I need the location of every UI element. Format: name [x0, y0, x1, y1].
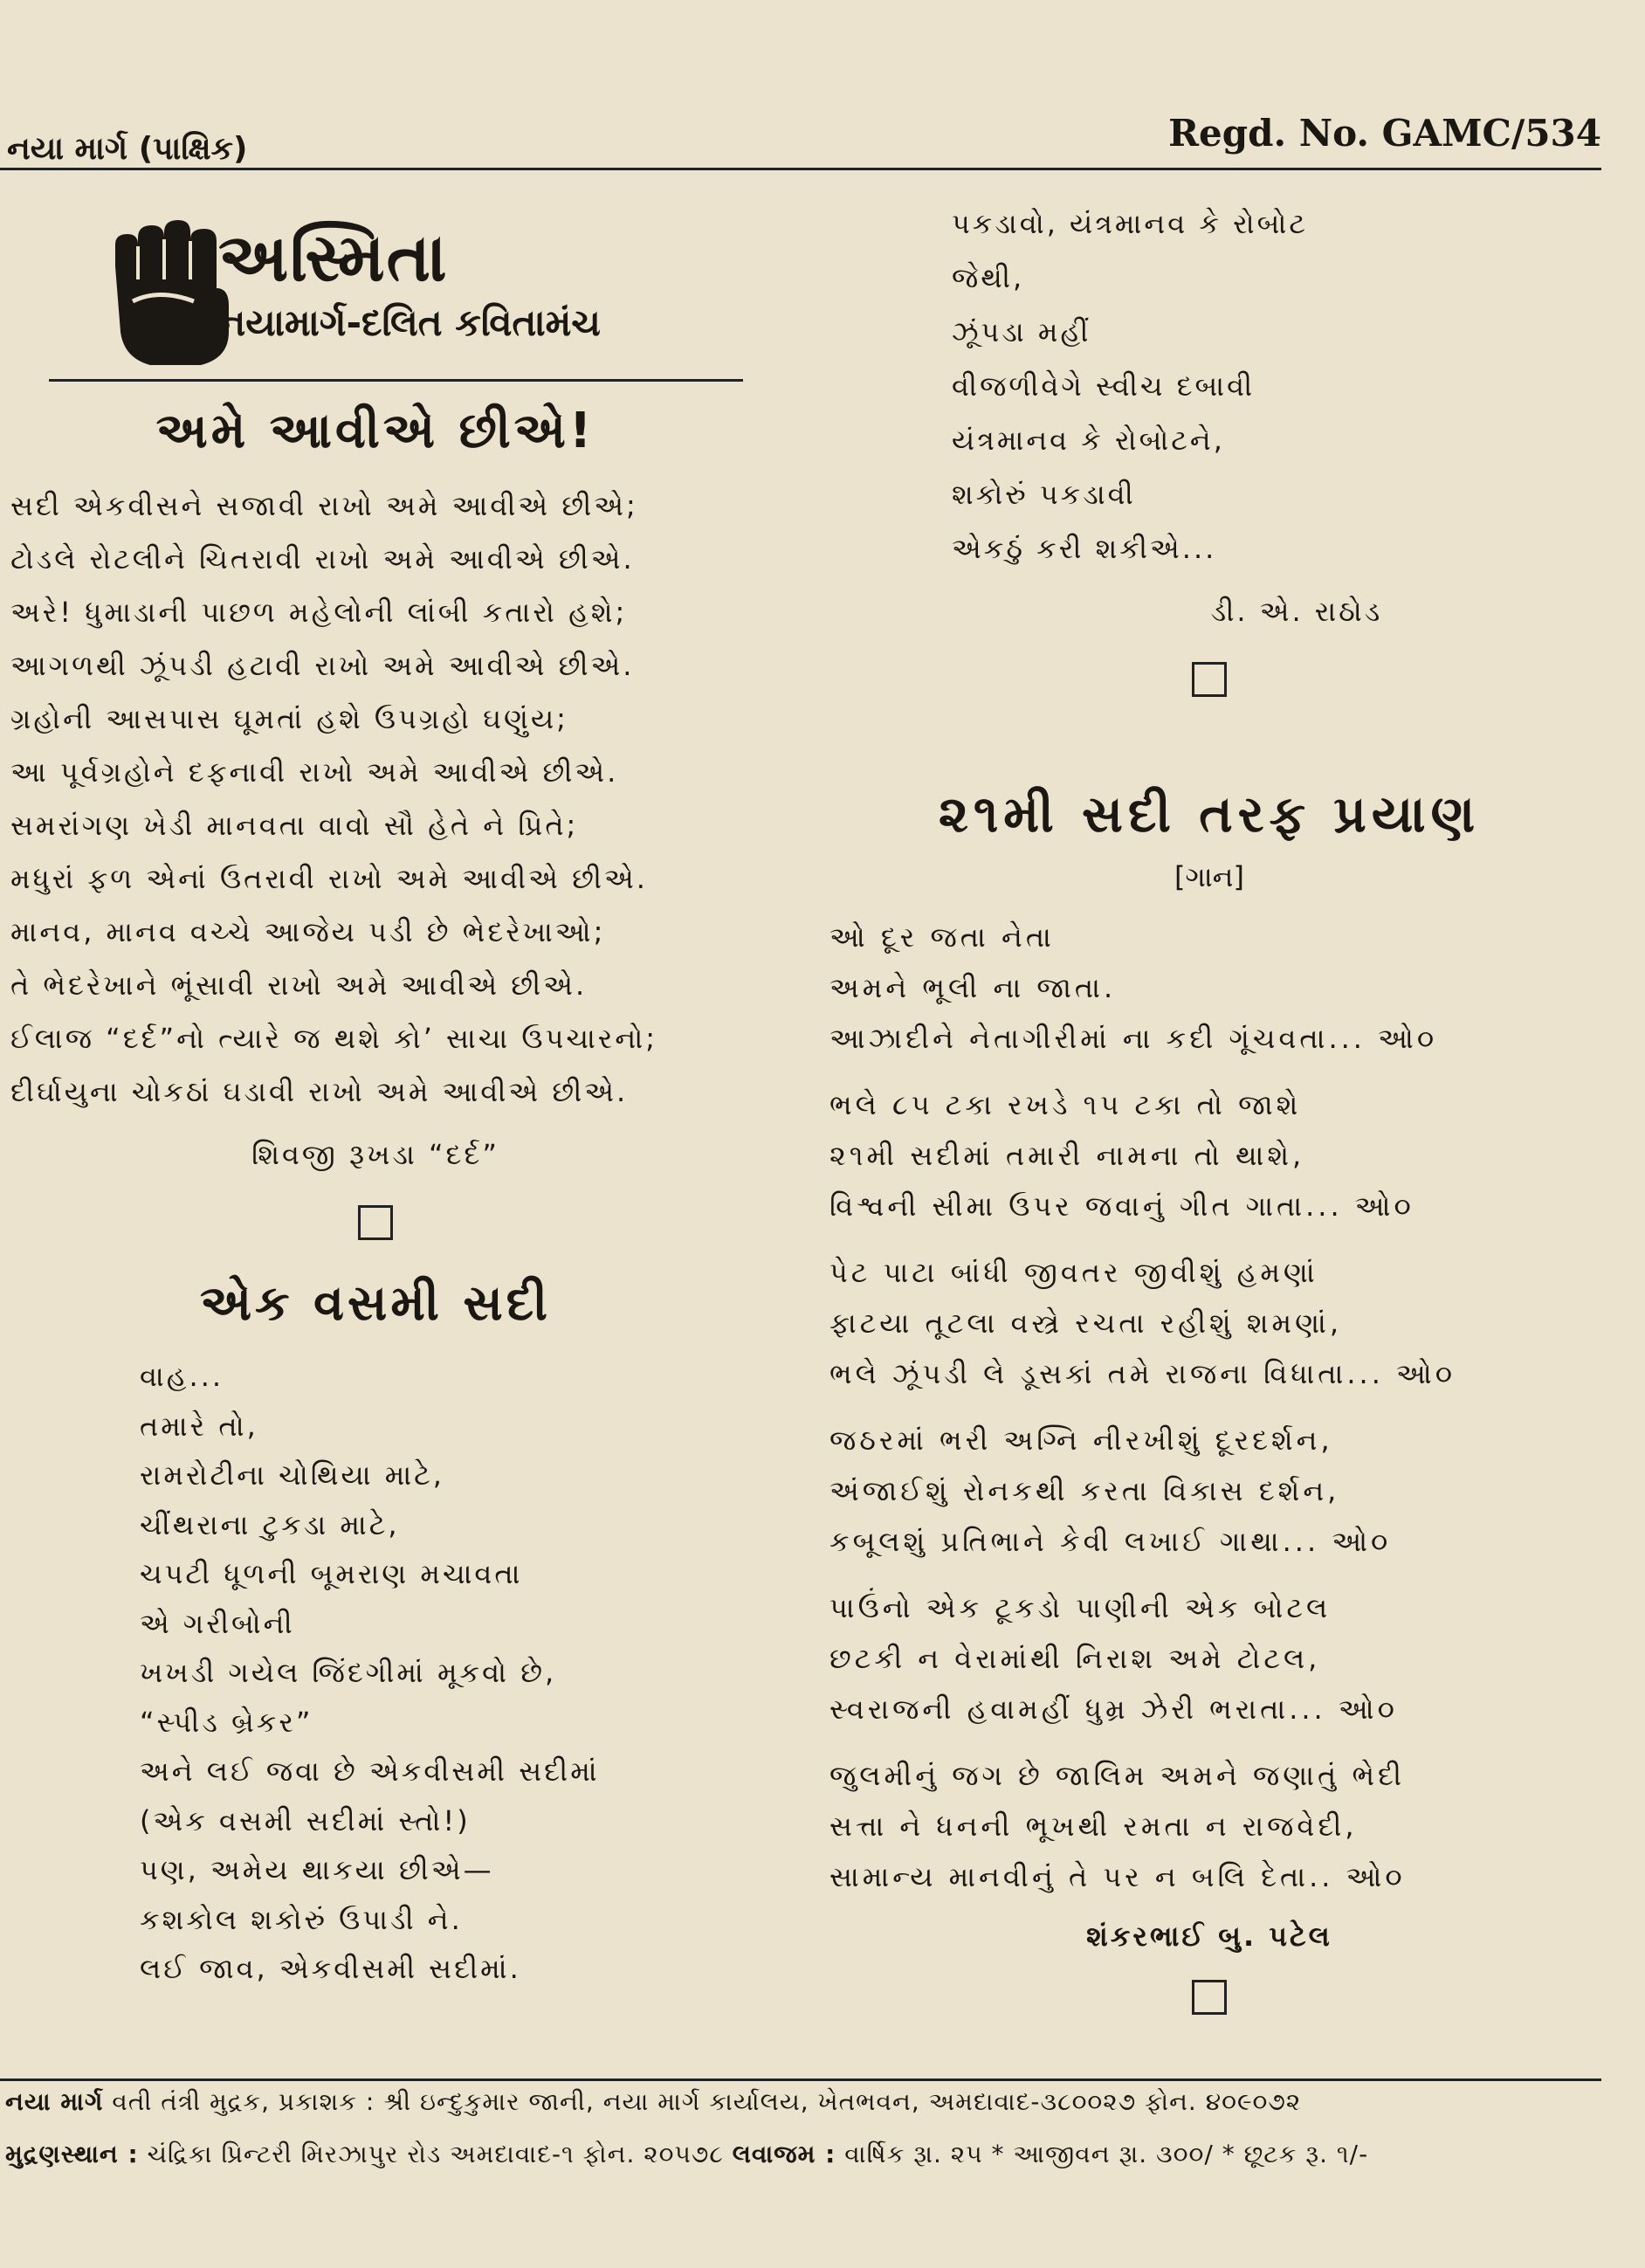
- poem-lines-continued: [803, 196, 1615, 576]
- poem-line: અને લઈ જવા છે એકવીસમી સદીમાં: [140, 1754, 600, 1788]
- poem-title: અમે આવીએ છીએ!: [155, 403, 595, 459]
- poem-line: કબૂલશું પ્રતિભાને કેવી લખાઈ ગાથા... ઓ૦: [829, 1525, 1392, 1558]
- footer-publisher-line: [5, 2087, 1301, 2117]
- footer-printer-text: ચંદ્રિકા પ્રિન્ટરી મિરઝાપુર રોડ અમદાવાદ-૧ ફોન. ૨૦૫૭૮: [138, 2140, 733, 2168]
- poem-line: ફાટયા તૂટલા વસ્ત્રે રચતા રહીશું શમણાં,: [829, 1306, 1343, 1340]
- poem-author: ડી. એ. રાઠોડ: [1210, 595, 1383, 628]
- poem-line: વિશ્વની સીમા ઉપર જવાનું ગીત ગાતા... ઓ૦: [829, 1189, 1414, 1223]
- footer-divider: [0, 2078, 1601, 2081]
- poem-lines: [0, 479, 751, 1119]
- section-divider: [49, 379, 743, 382]
- poem-line: જેથી,: [952, 261, 1025, 294]
- footer-printer-line: [5, 2140, 1368, 2169]
- poem-line: લઈ જાવ, એકવીસમી સદીમાં.: [140, 1952, 521, 1985]
- footer-publisher-text: વતી તંત્રી મુદ્રક, પ્રકાશક : શ્રી ઇન્દુકુમાર જાની, નયા માર્ગ કાર્યાલય, ખેતભવન, અમદાવાદ-૩૮૦૦૨૭ ફોન. ૪૦૯૦૭૨: [103, 2087, 1302, 2116]
- poem-line: જઠરમાં ભરી અગ્નિ નીરખીશું દૂરદર્શન,: [829, 1424, 1333, 1457]
- poem-line: કશકોલ શકોરું ઉપાડી ને.: [140, 1902, 463, 1936]
- poem-line: સદી એકવીસને સજાવી રાખો અમે આવીએ છીએ;: [10, 489, 638, 522]
- poem-line: છટકી ન વેરામાંથી નિરાશ અમે ટોટલ,: [829, 1642, 1321, 1675]
- poem-line: પણ, અમેય થાકયા છીએ—: [140, 1853, 494, 1886]
- poem-line: ટોડલે રોટલીને ચિતરાવી રાખો અમે આવીએ છીએ.: [10, 542, 635, 576]
- left-column: [0, 201, 751, 1994]
- poem-line: સત્તા ને ધનની ભૂખથી રમતા ન રાજવેદી,: [829, 1810, 1358, 1843]
- right-column: [803, 196, 1615, 2015]
- footer-subscription-text: વાર્ષિક રૂા. ૨૫ * આજીવન રૂા. ૩૦૦/ * છૂટક રૂ. ૧/-: [836, 2140, 1369, 2168]
- section-end-box: [358, 1205, 393, 1240]
- poem-line: ૨૧મી સદીમાં તમારી નામના તો થાશે,: [829, 1139, 1305, 1172]
- poem-subtitle: [ગાન]: [1174, 860, 1244, 893]
- poem-line: યંત્રમાનવ કે રોબોટને,: [952, 424, 1225, 457]
- poem-line: આગળથી ઝૂંપડી હટાવી રાખો અમે આવીએ છીએ.: [10, 649, 635, 682]
- footer-printer-label: મુદ્રણસ્થાન :: [5, 2140, 139, 2168]
- footer-subscription-label: લવાજમ :: [732, 2140, 836, 2168]
- poem-line: પેટ પાટા બાંધી જીવતર જીવીશું હમણાં: [829, 1256, 1318, 1289]
- registration-number: Regd. No. GAMC/534: [1168, 112, 1601, 155]
- section-end-box: [1192, 1980, 1227, 2015]
- poem-line: તે ભેદરેખાને ભૂંસાવી રાખો અમે આવીએ છીએ.: [10, 969, 588, 1002]
- logo-subtitle: નયામાર્ગ-દલિત કવિતામંચ: [218, 301, 601, 344]
- poem-line: તમારે તો,: [140, 1409, 258, 1443]
- poem-line: સામાન્ય માનવીનું તે પર ન બલિ દેતા.. ઓ૦: [829, 1860, 1406, 1893]
- poem-title: ૨૧મી સદી તરફ પ્રયાણ: [938, 784, 1481, 844]
- poem-line: ઝૂંપડા મહીં: [952, 315, 1091, 348]
- poem-line: અમને ભૂલી ના જાતા.: [829, 971, 1117, 1004]
- poem-line: આ પૂર્વગ્રહોને દફનાવી રાખો અમે આવીએ છીએ.: [10, 755, 619, 789]
- header-divider: [0, 168, 1601, 170]
- poem-author: શિવજી રૂખડા “દર્દ”: [251, 1138, 499, 1171]
- poem-line: ઈલાજ “દર્દ”નો ત્યારે જ થશે કો’ સાચા ઉપચારનો;: [10, 1022, 657, 1055]
- logo-title: અસ્મિતા: [218, 218, 449, 296]
- poem-line: વીજળીવેગે સ્વીચ દબાવી: [952, 369, 1256, 403]
- poem-line: દીર્ઘાયુના ચોકઠાં ઘડાવી રાખો અમે આવીએ છીએ.: [10, 1075, 629, 1108]
- poem-line: ભલે ૮૫ ટકા રખડે ૧૫ ટકા તો જાશે: [829, 1088, 1302, 1121]
- section-end-box: [1192, 662, 1227, 697]
- poem-lines: [0, 1352, 751, 1994]
- poem-line: ખખડી ગયેલ જિંદગીમાં મૂકવો છે,: [140, 1656, 557, 1689]
- poem-line: વાહ...: [140, 1360, 224, 1393]
- poem-line: પકડાવો, યંત્રમાનવ કે રોબોટ: [952, 207, 1308, 240]
- poem-line: ચીંથરાના ટુકડા માટે,: [140, 1507, 400, 1541]
- poem-line: જુલમીનું જગ છે જાલિમ અમને જણાતું ભેદી: [829, 1759, 1406, 1792]
- poem-line: એકઠું કરી શકીએ...: [952, 532, 1217, 565]
- poem-line: સ્વરાજની હવામહીં ધુમ્ર ઝેરી ભરાતા... ઓ૦: [829, 1692, 1398, 1726]
- poem-line: એ ગરીબોની: [140, 1606, 295, 1640]
- poem-line: ચપટી ધૂળની બૂમરાણ મચાવતા: [140, 1557, 523, 1590]
- masthead-title: નયા માર્ગ (પાક્ષિક): [7, 131, 248, 167]
- poem-line: રામરોટીના ચોથિયા માટે,: [140, 1458, 444, 1492]
- poem-line: ભલે ઝૂંપડી લે ડૂસકાં તમે રાજના વિધાતા... ઓ૦: [829, 1357, 1456, 1390]
- poem-line: મધુરાં ફળ એનાં ઉતરાવી રાખો અમે આવીએ છીએ.: [10, 862, 648, 895]
- poem-line: ઓ દૂર જતા નેતા: [829, 920, 1055, 954]
- poem-line: શકોરું પકડાવી: [952, 478, 1136, 511]
- poem-line: અરે! ધુમાડાની પાછળ મહેલોની લાંબી કતારો હશે;: [10, 596, 628, 629]
- poem-line: ગ્રહોની આસપાસ ઘૂમતાં હશે ઉપગ્રહો ઘણુંય;: [10, 702, 568, 735]
- poem-line: (એક વસમી સદીમાં સ્તો!): [140, 1803, 471, 1837]
- asmita-logo: [0, 201, 751, 367]
- poem-line: “સ્પીડ બ્રેકર”: [140, 1705, 313, 1739]
- poem-line: અંજાઈશું રોનકથી કરતા વિકાસ દર્શન,: [829, 1474, 1340, 1507]
- poem-line: આઝાદીને નેતાગીરીમાં ના કદી ગૂંચવતા... ઓ૦: [829, 1022, 1438, 1055]
- poem-title: એક વસમી સદી: [199, 1275, 552, 1332]
- poem-line: માનવ, માનવ વચ્ચે આજેય પડી છે ભેદરેખાઓ;: [10, 915, 606, 948]
- poem-line: સમરાંગણ ખેડી માનવતા વાવો સૌ હેતે ને પ્રિતે;: [10, 809, 579, 842]
- poem-line: પાઉંનો એક ટૂકડો પાણીની એક બોટલ: [829, 1591, 1332, 1624]
- footer-publication: નયા માર્ગ: [5, 2087, 104, 2116]
- poem-author: શંકરભાઈ બુ. પટેલ: [1086, 1920, 1332, 1953]
- poem-lines: [803, 912, 1615, 1902]
